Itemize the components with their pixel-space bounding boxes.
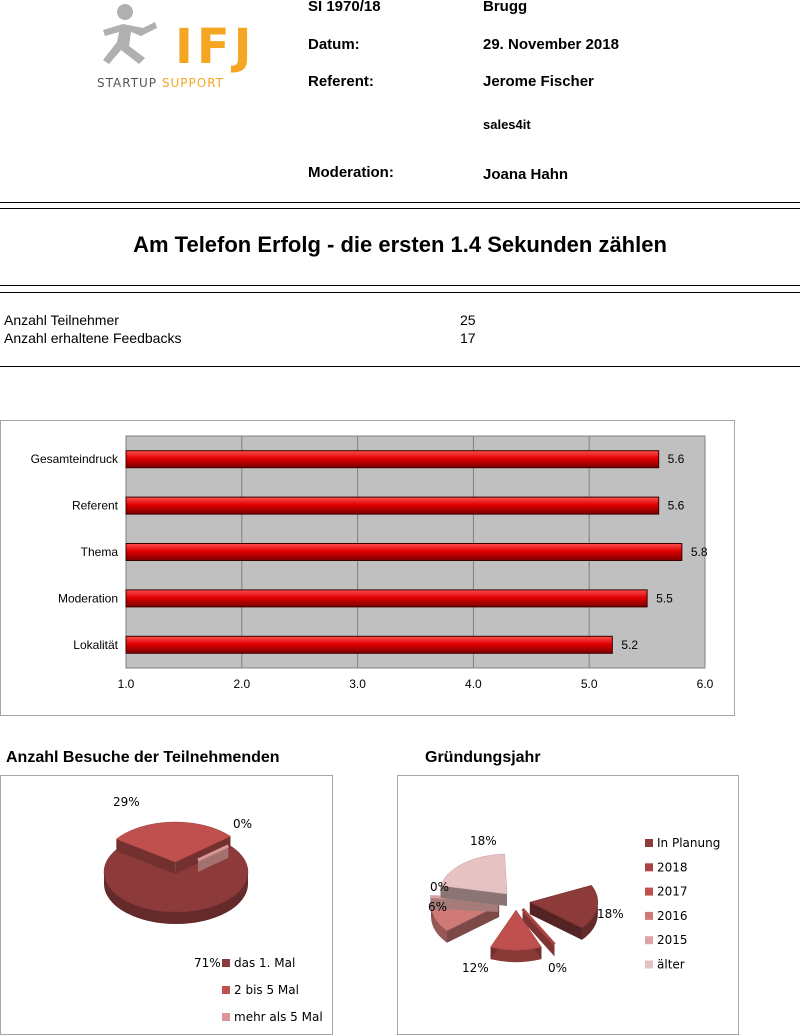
bar-chart (1, 421, 734, 715)
date-label: Datum: (308, 36, 360, 53)
pct-label: 0% (430, 880, 450, 894)
value-label: 5.2 (621, 637, 639, 652)
stat-feedbacks-value: 17 (460, 330, 476, 346)
bar (126, 497, 659, 514)
category-label: Gesamteindruck (30, 452, 118, 467)
legend-label: In Planung (657, 836, 721, 850)
bar (126, 636, 612, 653)
moderation-value: Joana Hahn (483, 166, 569, 183)
divider (0, 202, 800, 203)
logo-tagline-support: SUPPORT (161, 76, 224, 90)
pct-label: 12% (462, 961, 489, 975)
stat-feedbacks-label: Anzahl erhaltene Feedbacks (4, 330, 182, 346)
pct-label: 0% (233, 817, 253, 831)
legend-swatch (222, 986, 230, 994)
stat-participants-label: Anzahl Teilnehmer (4, 312, 119, 328)
runner-icon (95, 2, 165, 72)
legend-swatch (222, 959, 230, 967)
legend-label: 2 bis 5 Mal (234, 983, 299, 997)
legend-label: das 1. Mal (234, 956, 296, 970)
pie1-title: Anzahl Besuche der Teilnehmenden (6, 749, 280, 766)
legend-label: mehr als 5 Mal (234, 1010, 323, 1024)
location: Brugg (483, 0, 528, 15)
legend-swatch (645, 839, 653, 847)
bar-chart-panel (0, 420, 735, 716)
pie2-chart (398, 776, 738, 1034)
category-label: Referent (71, 498, 118, 513)
value-label: 5.6 (667, 498, 685, 513)
bar (126, 451, 659, 468)
x-tick-label: 2.0 (233, 677, 251, 691)
value-label: 5.6 (667, 452, 685, 467)
pie2-title: Gründungsjahr (425, 749, 541, 766)
legend-label: 2017 (657, 884, 688, 899)
pct-label: 0% (548, 961, 568, 975)
x-tick-label: 4.0 (465, 677, 482, 691)
stat-participants-value: 25 (460, 312, 476, 328)
pie-slice (491, 910, 542, 962)
logo-tagline-startup: STARTUP (97, 76, 158, 90)
speaker-label: Referent: (308, 73, 374, 90)
pct-label: 71% (194, 956, 221, 970)
category-label: Moderation (57, 591, 118, 606)
pie-slice (440, 854, 507, 906)
legend-swatch (645, 888, 653, 896)
date-value: 29. November 2018 (483, 36, 619, 53)
course-id: SI 1970/18 (308, 0, 381, 15)
pie2-panel (397, 775, 739, 1035)
speaker-value: Jerome Fischer (483, 73, 594, 90)
legend-swatch (645, 961, 653, 969)
pct-label: 6% (428, 900, 448, 914)
page-title: Am Telefon Erfolg - die ersten 1.4 Sekunden zählen (133, 232, 667, 257)
divider (0, 366, 800, 367)
x-tick-label: 6.0 (696, 677, 714, 691)
divider (0, 285, 800, 286)
x-tick-label: 1.0 (117, 677, 135, 691)
pie1-chart (1, 776, 332, 1034)
legend-swatch (645, 912, 653, 920)
pie1-panel (0, 775, 333, 1035)
pct-label: 29% (113, 795, 140, 809)
category-label: Lokalität (73, 637, 118, 652)
moderation-label: Moderation: (308, 164, 394, 181)
bar (126, 544, 682, 561)
divider (0, 292, 800, 293)
pct-label: 18% (470, 834, 497, 848)
value-label: 5.8 (690, 545, 708, 559)
logo-mark: IFJ (175, 19, 256, 75)
value-label: 5.5 (656, 591, 673, 606)
divider (0, 208, 800, 209)
legend-swatch (645, 863, 653, 871)
legend-label: 2016 (657, 908, 688, 923)
bar (126, 590, 647, 607)
legend-label: älter (657, 957, 685, 972)
pct-label: 18% (597, 907, 624, 921)
company: sales4it (483, 117, 531, 132)
x-tick-label: 3.0 (349, 677, 366, 691)
category-label: Thema (80, 545, 118, 559)
legend-swatch (645, 936, 653, 944)
legend-label: 2018 (657, 860, 688, 875)
logo (95, 2, 265, 94)
x-tick-label: 5.0 (580, 677, 598, 691)
legend-swatch (222, 1013, 230, 1021)
legend-label: 2015 (657, 933, 688, 948)
